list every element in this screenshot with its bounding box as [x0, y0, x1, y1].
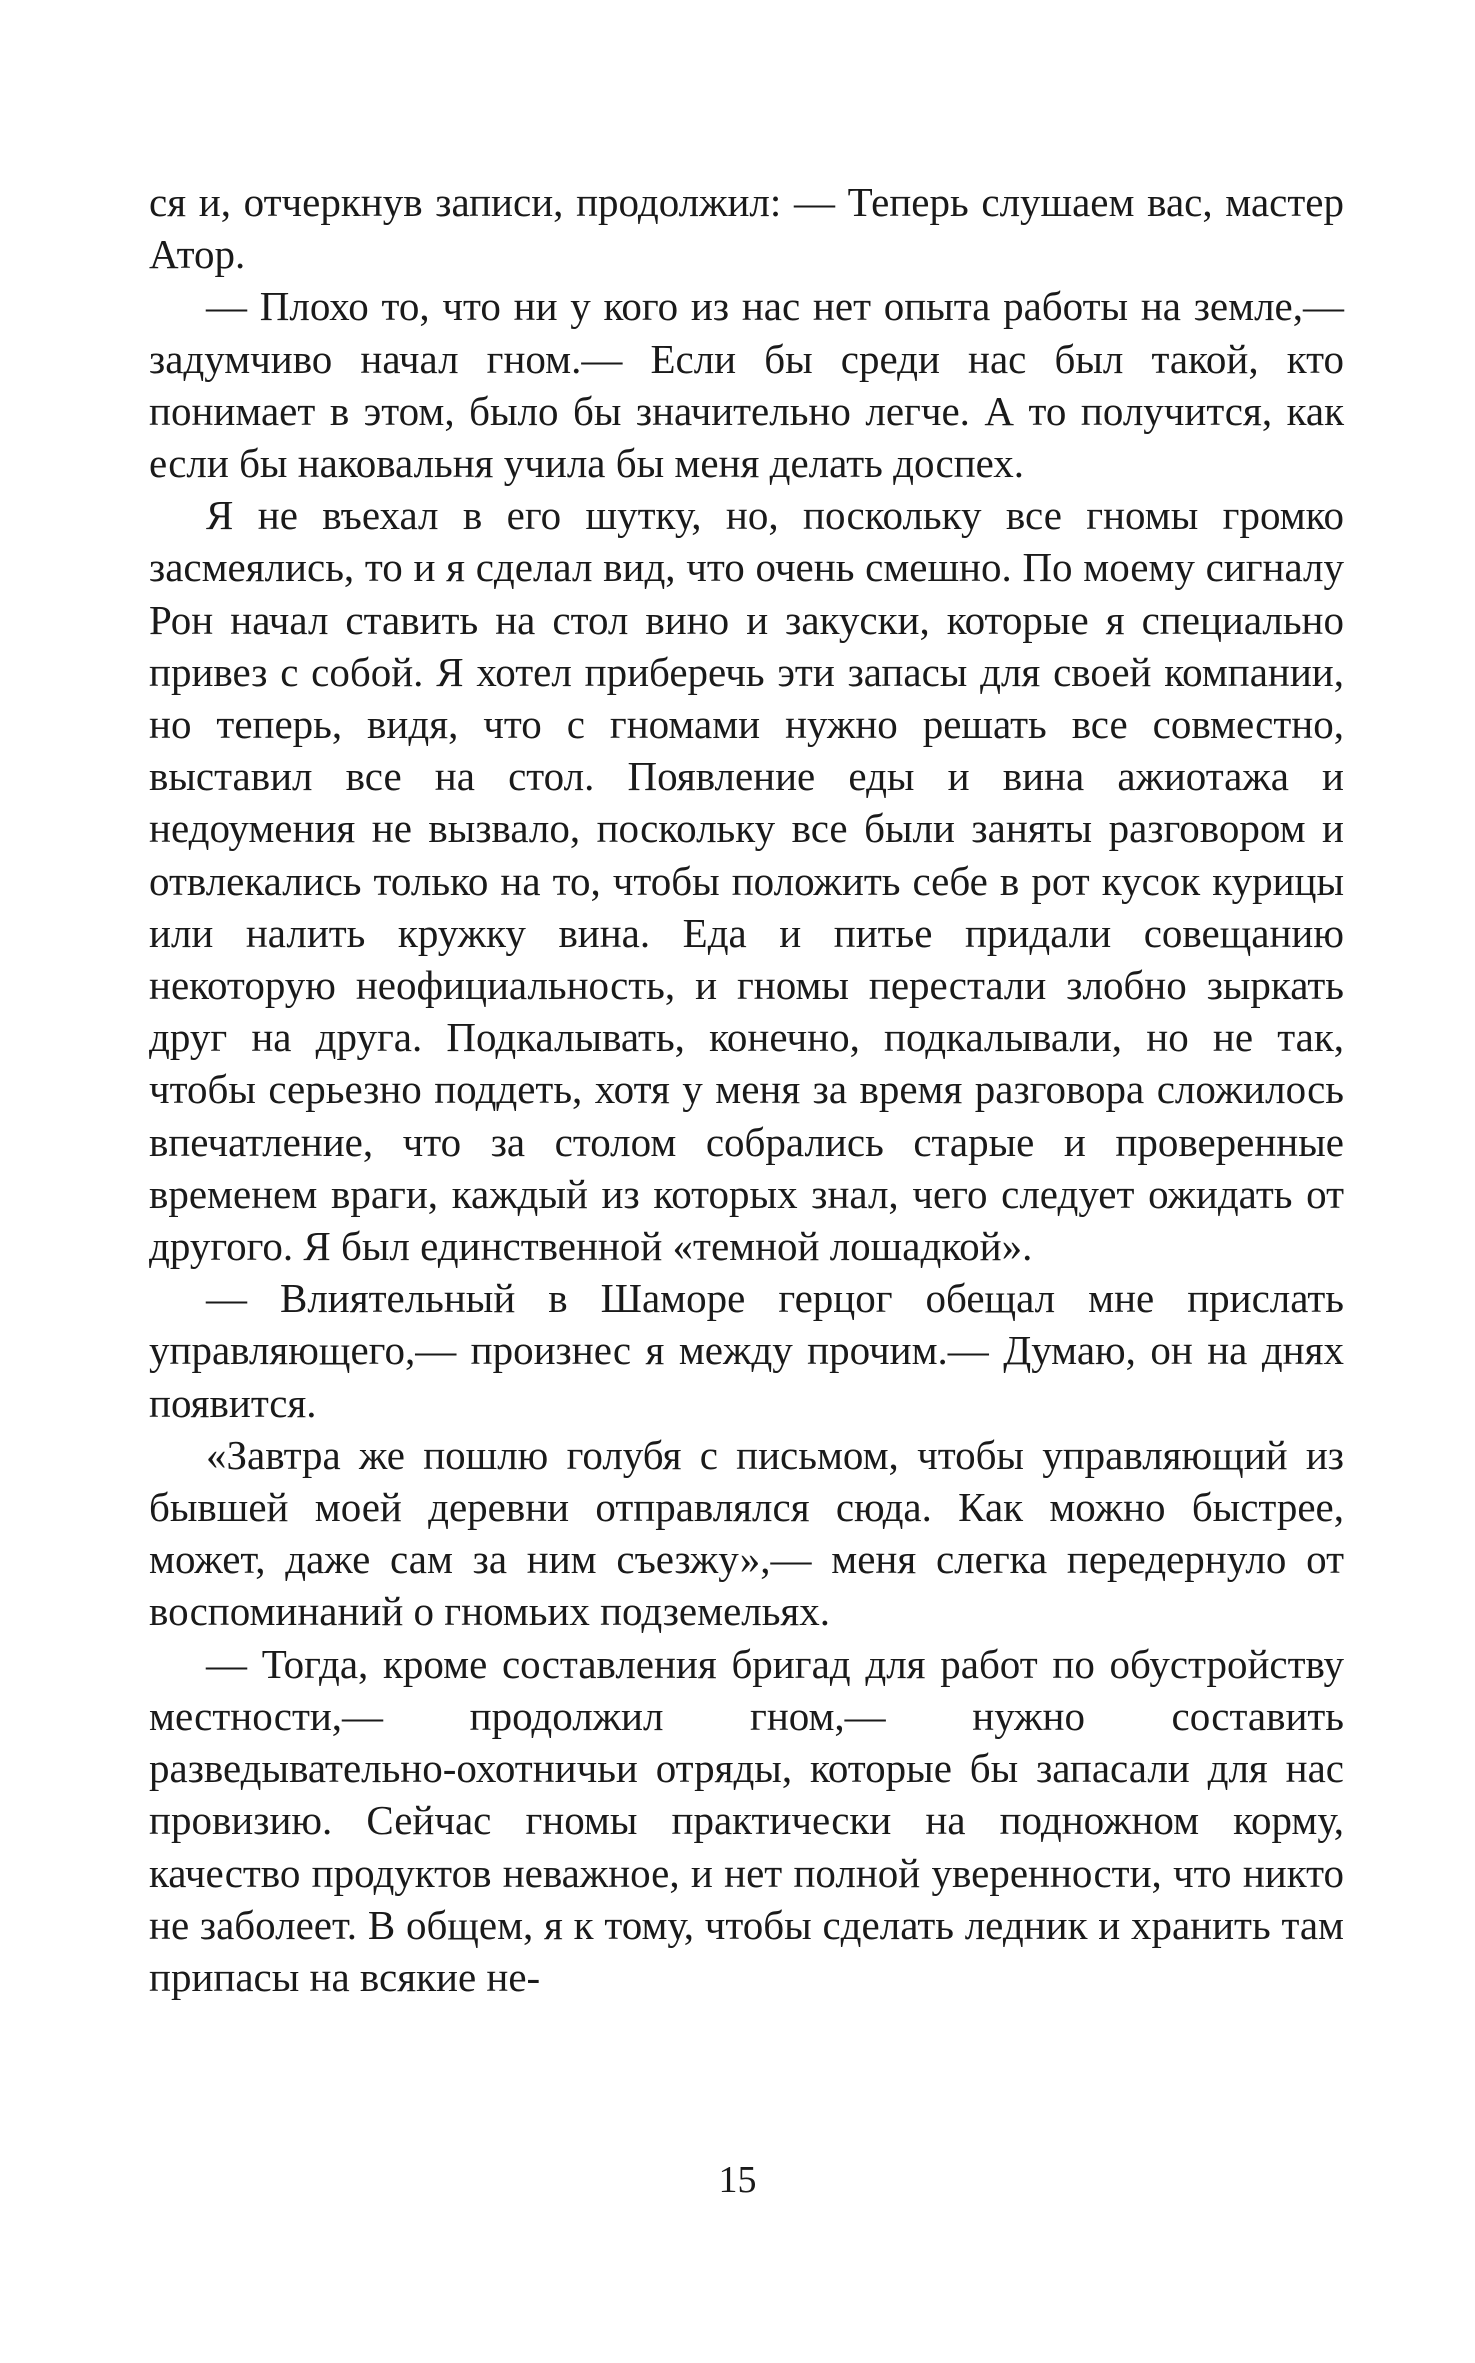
paragraph-3: Я не въехал в его шутку, но, поскольку все гномы громко засмеялись, то и я сделал вид, что очень смешно. По моему сигналу Рон начал ставить на стол вино и закуски, которые я специально привез с собой. Я хотел приберечь эти запасы для своей компании, но теперь, видя, что с гномами нужно решать все совместно, выставил все на стол. Появление еды и вина ажиотажа и недоумения не вызвало, поскольку все были заняты разговором и отвлекались только на то, чтобы положить себе в рот кусок курицы или налить кружку вина. Еда и питье придали совещанию некоторую неофициальность, и гномы перестали злобно зыркать друг на друга. Подкалывать, конечно, подкалывали, но не так, чтобы серьезно поддеть, хотя у меня за время разговора сложилось впечатление, что за столом собрались старые и проверенные временем враги, каждый из которых знал, чего следует ожидать от другого. Я был единственной «темной лошадкой».	[149, 492, 1344, 1270]
paragraph-6: — Тогда, кроме составления бригад для работ по обустройству местности,— продолжил гном,— нужно составить разведывательно-охотничьи отряды, которые бы запасали для нас провизию. Сейчас гномы практически на подножном корму, качество продуктов неважное, и нет полной уверенности, что никто не заболеет. В общем, я к тому, чтобы сделать ледник и хранить там припасы на всякие не-	[149, 1640, 1344, 2000]
paragraph-1: ся и, отчеркнув записи, продолжил: — Теперь слушаем вас, мастер Атор.	[149, 179, 1344, 278]
paragraph-5: «Завтра же пошлю голубя с письмом, чтобы управляющий из бывшей моей деревни отправлялся сюда. Как можно быстрее, может, даже сам за ним съезжу»,— меня слегка передернуло от воспоминаний о гномьих подземельях.	[149, 1431, 1344, 1635]
page-body	[149, 176, 1344, 2003]
paragraph-4: — Влиятельный в Шаморе герцог обещал мне прислать управляющего,— произнес я между прочим.— Думаю, он на днях появится.	[149, 1275, 1344, 1426]
paragraph-2: — Плохо то, что ни у кого из нас нет опыта работы на земле,— задумчиво начал гном.— Если бы среди нас был такой, кто понимает в этом, было бы значительно легче. А то получится, как если бы наковальня учила бы меня делать доспех.	[149, 283, 1344, 487]
page-number: 15	[718, 2159, 757, 2201]
